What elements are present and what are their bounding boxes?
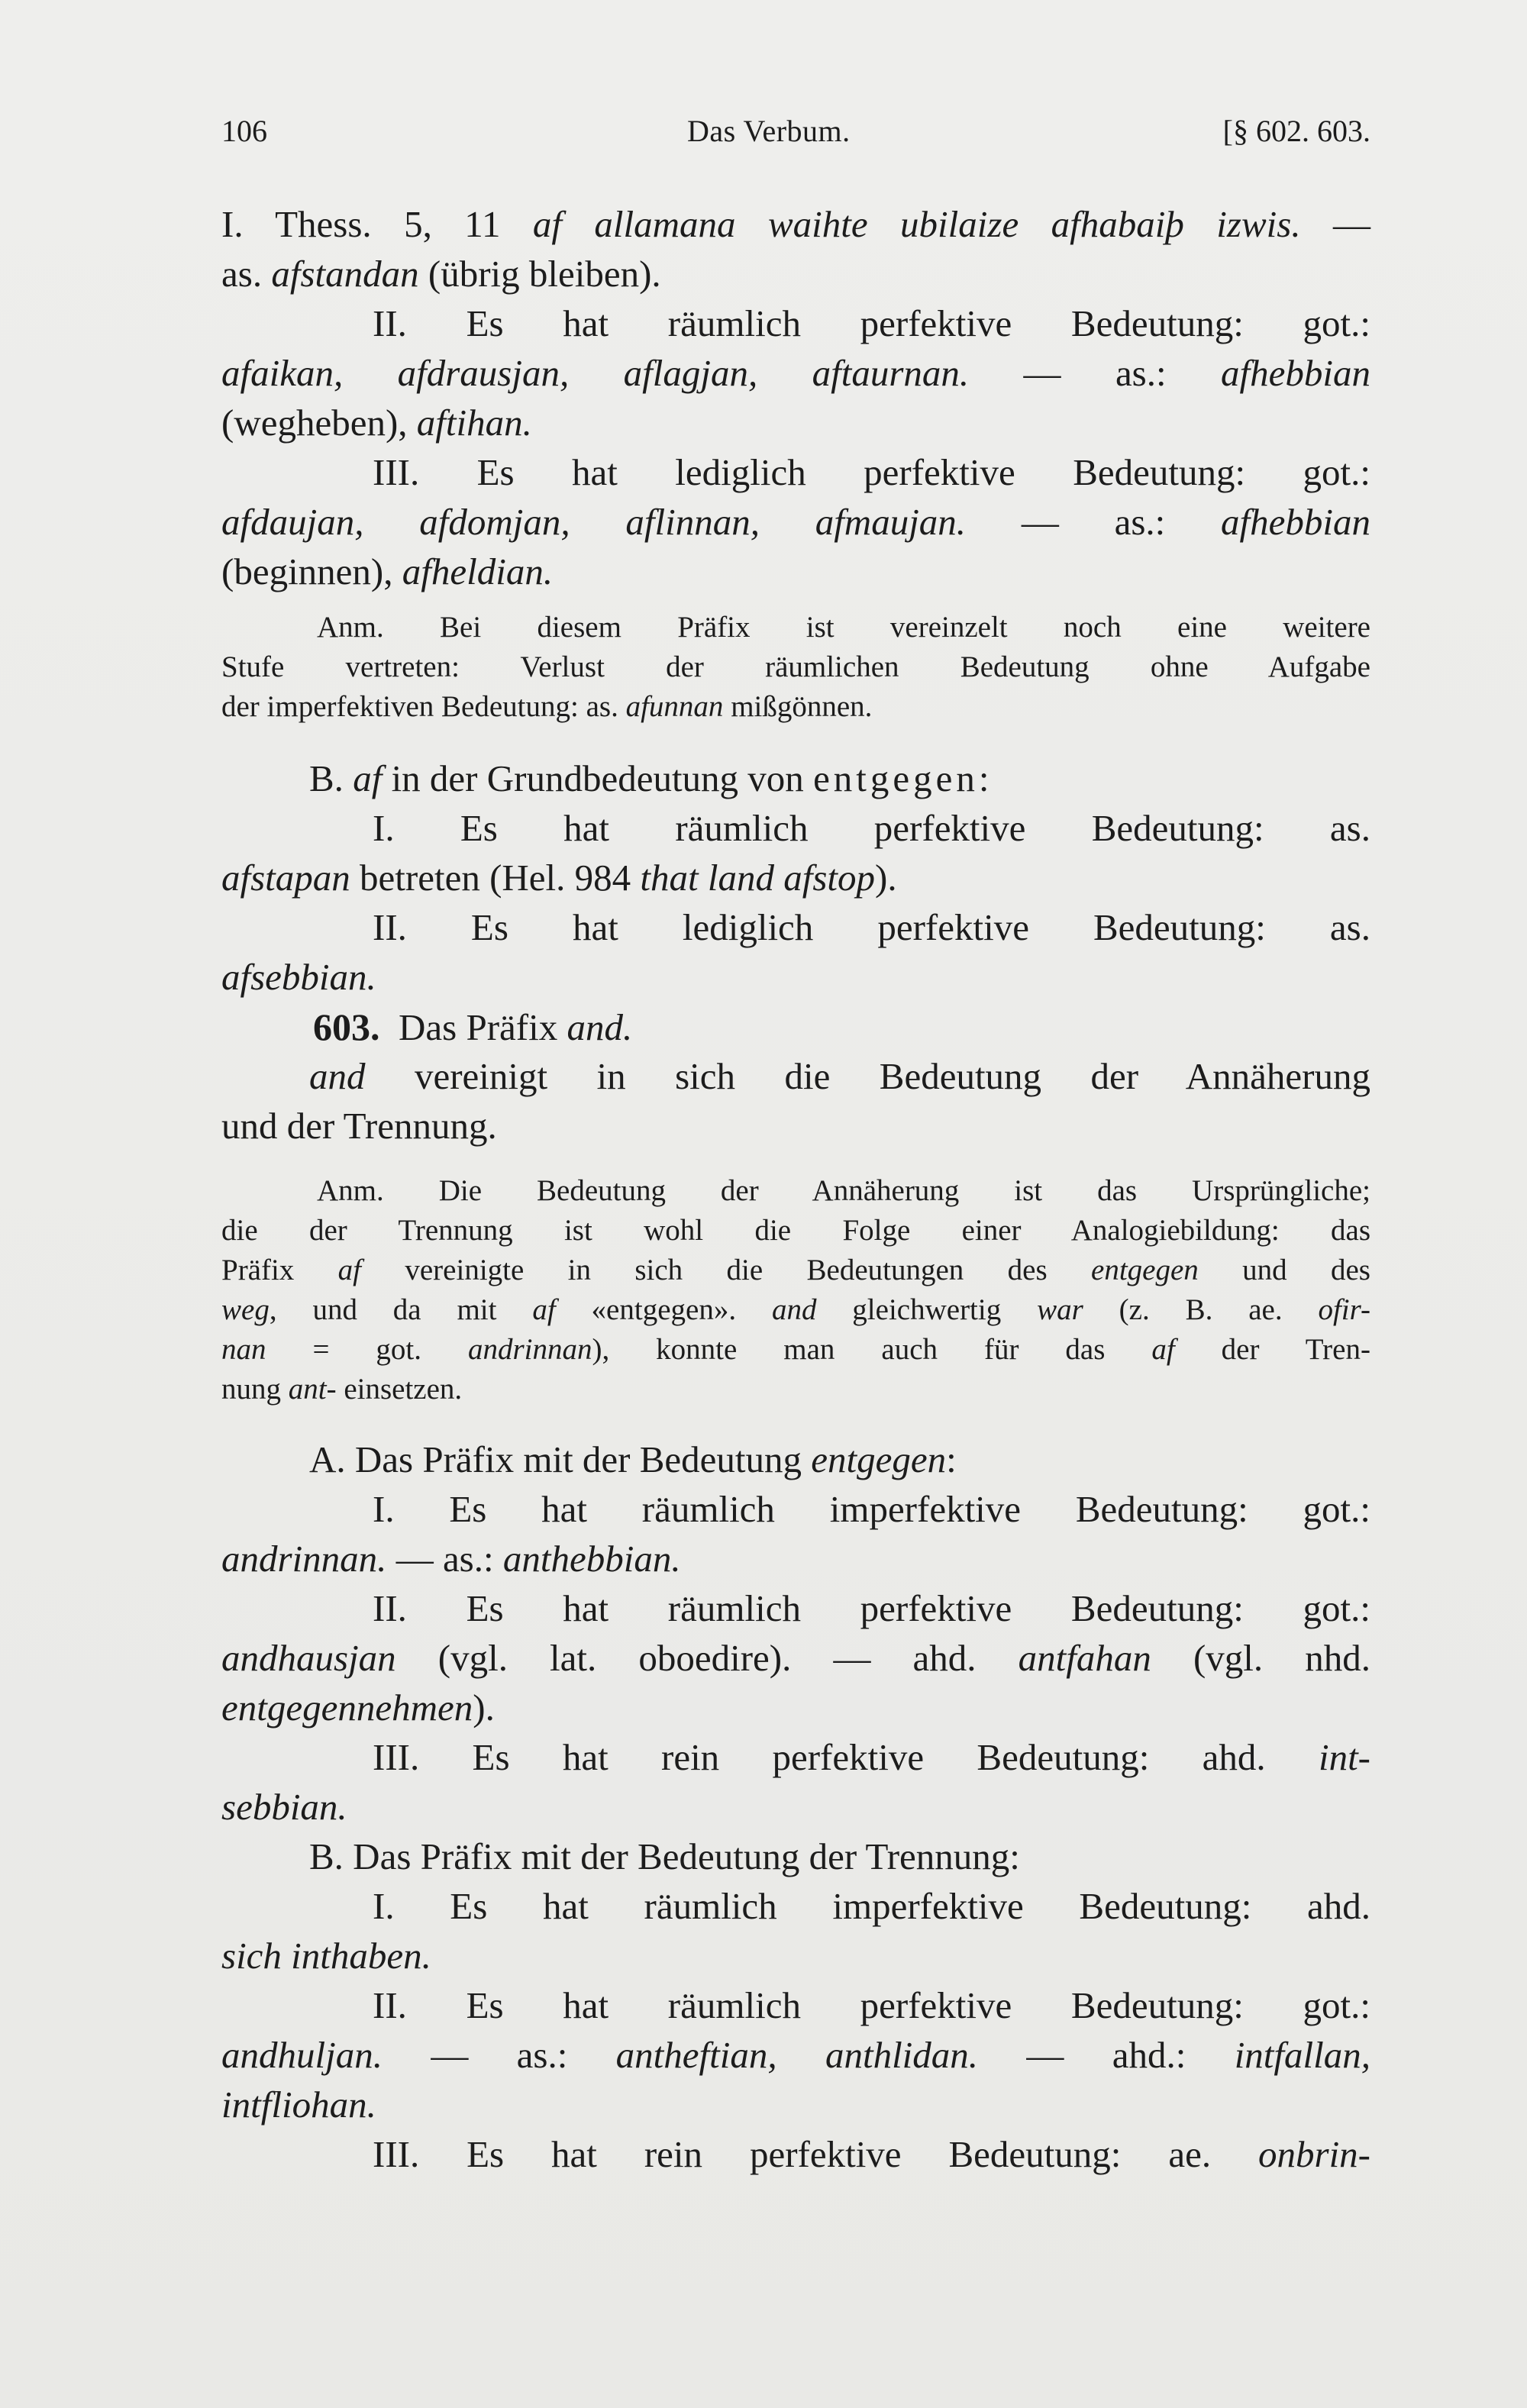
text-line: III. Es hat lediglich perfektive Bedeutung: got.:	[373, 451, 1370, 493]
text-line: afdaujan, afdomjan, aflinnan, afmaujan. — as.: afhebbian	[221, 501, 1370, 543]
text-line: sebbian.	[221, 1786, 347, 1828]
text-line: andhausjan (vgl. lat. oboedire). — ahd. antfahan (vgl. nhd.	[221, 1637, 1370, 1679]
note-line: Präfix af vereinigte in sich die Bedeutungen des entgegen und des	[221, 1254, 1370, 1286]
text-line: I. Es hat räumlich imperfektive Bedeutung: ahd.	[373, 1885, 1370, 1927]
note-line: nan = got. andrinnan), konnte man auch für das af der Tren-	[221, 1333, 1370, 1366]
text-line: III. Es hat rein perfektive Bedeutung: ae. onbrin-	[373, 2133, 1370, 2175]
text-line: I. Thess. 5, 11 af allamana waihte ubilaize afhabaiþ izwis. —	[221, 203, 1370, 245]
text-line: I. Es hat räumlich imperfektive Bedeutung: got.:	[373, 1488, 1370, 1530]
text-line: II. Es hat räumlich perfektive Bedeutung: got.:	[373, 1984, 1370, 2026]
text-line: afstapan betreten (Hel. 984 that land afstop).	[221, 857, 897, 899]
text-line: andhuljan. — as.: antheftian, anthlidan. — ahd.: intfallan,	[221, 2034, 1371, 2076]
text-line: as. afstandan (übrig bleiben).	[221, 253, 661, 295]
text-line: II. Es hat lediglich perfektive Bedeutung: as.	[373, 906, 1370, 948]
note-line: weg, und da mit af «entgegen». and gleichwertig war (z. B. ae. ofir-	[221, 1293, 1370, 1326]
note-line: Anm. Die Bedeutung der Annäherung ist das Ursprüngliche;	[317, 1174, 1370, 1207]
text-line: (wegheben), aftihan.	[221, 402, 532, 444]
text-line: B. af in der Grundbedeutung von entgegen:	[309, 757, 989, 799]
section-number: 603.	[313, 1005, 380, 1048]
text-line: intfliohan.	[221, 2084, 376, 2126]
text-line: II. Es hat räumlich perfektive Bedeutung: got.:	[373, 1587, 1370, 1629]
running-title: Das Verbum.	[687, 114, 851, 148]
section-reference: [§ 602. 603.	[1222, 114, 1370, 148]
note-line: Stufe vertreten: Verlust der räumlichen Bedeutung ohne Aufgabe	[221, 650, 1370, 683]
text-line: (beginnen), afheldian.	[221, 550, 554, 592]
text-line: sich inthaben.	[221, 1935, 431, 1977]
text-line: and vereinigt in sich die Bedeutung der Annäherung	[309, 1055, 1370, 1097]
text-line: I. Es hat räumlich perfektive Bedeutung: as.	[373, 807, 1370, 849]
text-line: B. Das Präfix mit der Bedeutung der Trennung:	[309, 1835, 1020, 1877]
page-number: 106	[221, 114, 267, 148]
text-line: andrinnan. — as.: anthebbian.	[221, 1538, 681, 1580]
note-line: die der Trennung ist wohl die Folge einer Analogiebildung: das	[221, 1214, 1370, 1247]
note-line: der imperfektiven Bedeutung: as. afunnan mißgönnen.	[221, 690, 873, 723]
text-line: II. Es hat räumlich perfektive Bedeutung: got.:	[373, 302, 1370, 344]
text-line: entgegennehmen).	[221, 1687, 495, 1729]
text-line: afsebbian.	[221, 956, 376, 998]
note-line: Anm. Bei diesem Präfix ist vereinzelt noch eine weitere	[317, 611, 1370, 644]
running-header	[221, 113, 1370, 151]
note-line: nung ant- einsetzen.	[221, 1373, 463, 1406]
text-line: III. Es hat rein perfektive Bedeutung: ahd. int-	[373, 1736, 1370, 1778]
text-line: A. Das Präfix mit der Bedeutung entgegen:	[309, 1438, 957, 1480]
text-line: und der Trennung.	[221, 1105, 497, 1147]
section-heading: 603. Das Präfix and.	[313, 1005, 633, 1048]
text-line: afaikan, afdrausjan, aflagjan, aftaurnan. — as.: afhebbian	[221, 352, 1370, 394]
